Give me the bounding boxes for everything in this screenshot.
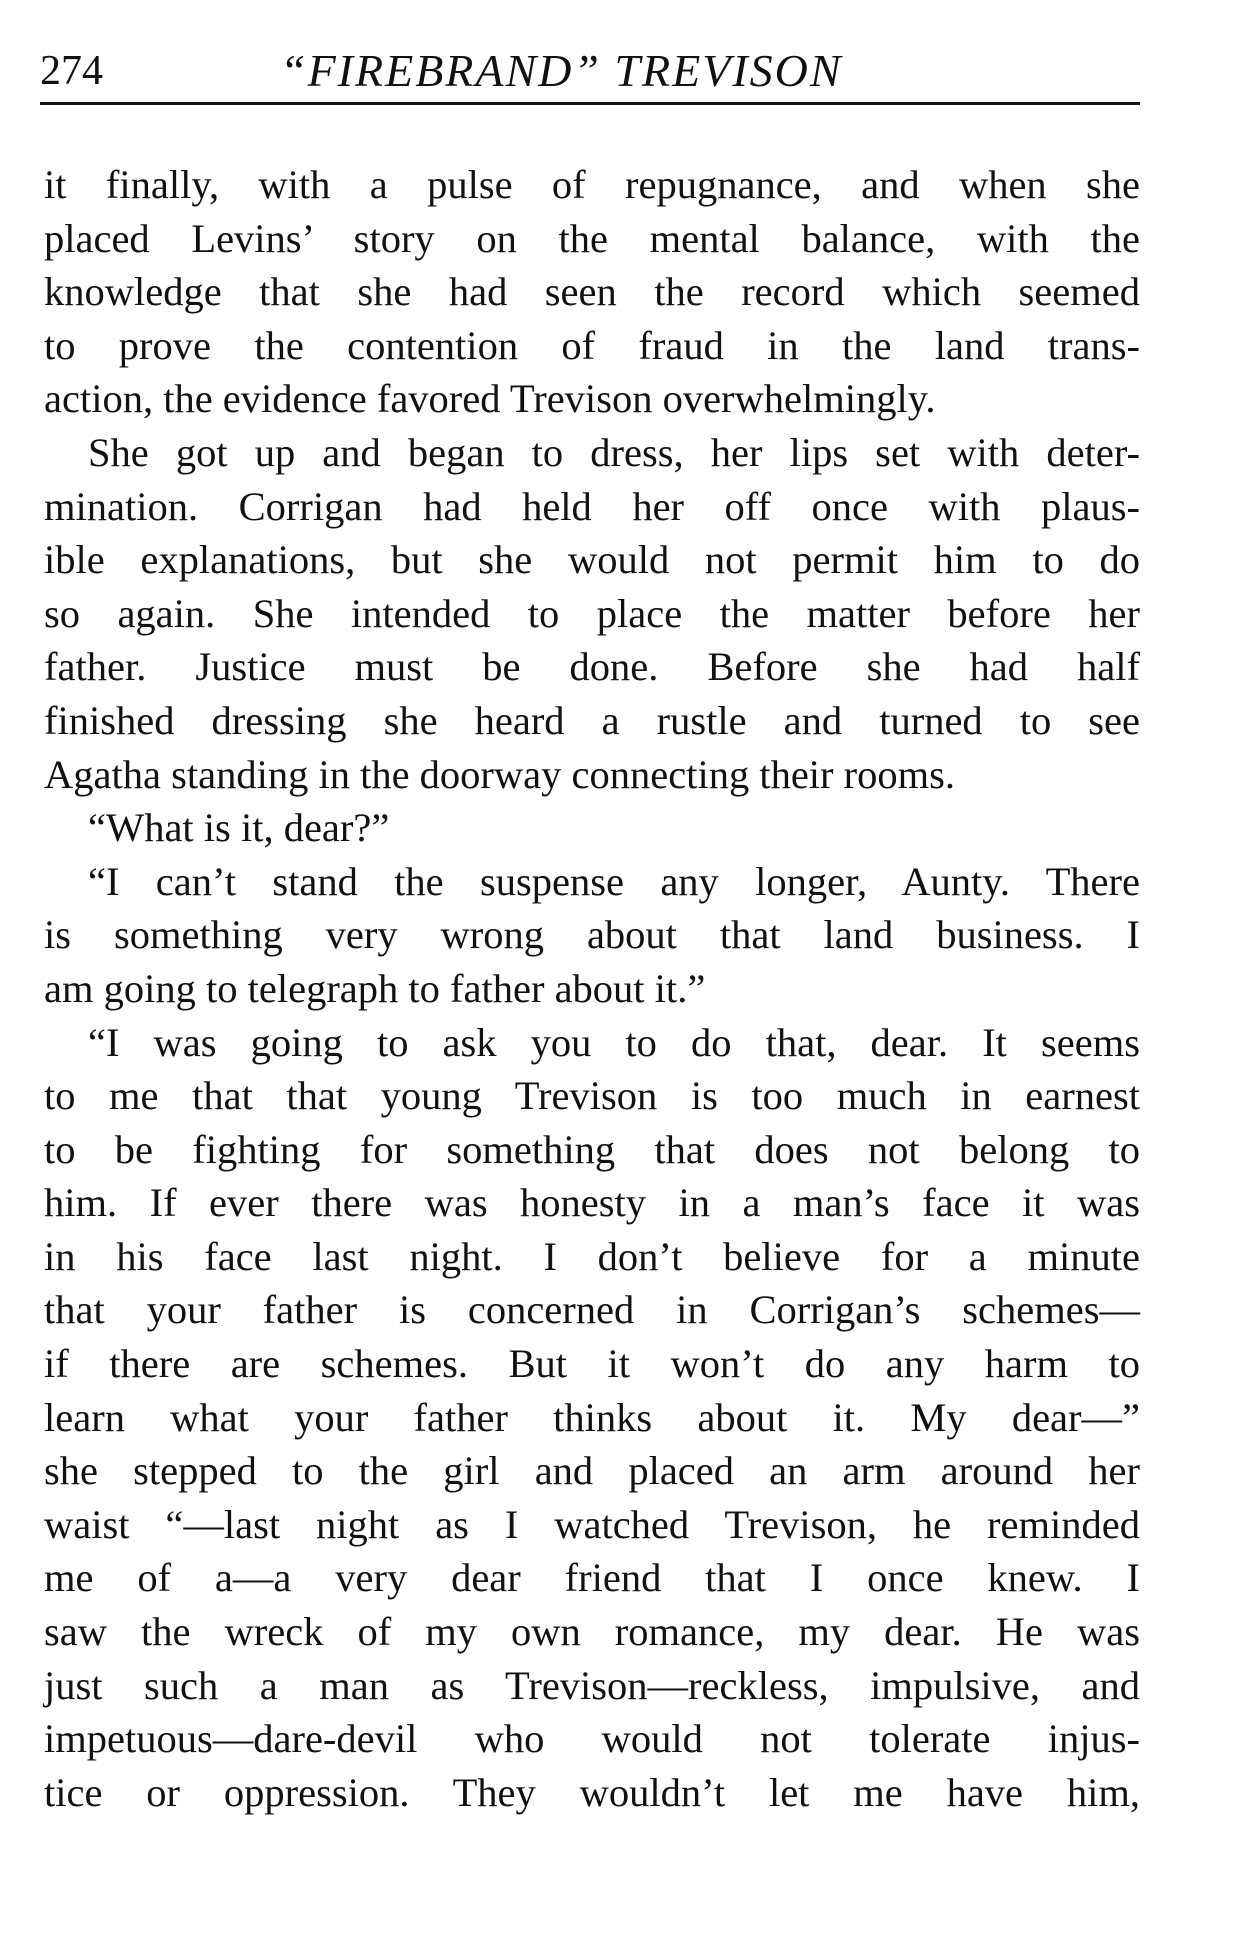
text-line: it finally, with a pulse of repugnance, and when she xyxy=(44,162,1140,207)
text-line: is something very wrong about that land business. I xyxy=(44,912,1140,958)
text-line: to me that that young Trevison is too much in earnest xyxy=(44,1073,1140,1119)
text-line: knowledge that she had seen the record which seemed xyxy=(44,269,1140,315)
text-line: if there are schemes. But it won’t do any harm to xyxy=(44,1341,1140,1387)
body-text xyxy=(44,158,1140,1819)
text-line: just such a man as Trevison—reckless, impulsive, and xyxy=(44,1662,1140,1708)
text-line: placed Levins’ story on the mental balance, with the xyxy=(44,215,1140,261)
text-line: that your father is concerned in Corrigan’s schemes— xyxy=(44,1287,1140,1333)
text-line: to prove the contention of fraud in the land trans- xyxy=(44,322,1140,368)
text-line: waist “—last night as I watched Trevison, he reminded xyxy=(44,1501,1140,1547)
text-line: mination. Corrigan had held her off once with plaus- xyxy=(44,483,1140,529)
text-line: She got up and began to dress, her lips set with deter- xyxy=(88,429,1140,475)
text-line: so again. She intended to place the matter before her xyxy=(44,590,1140,636)
header-rule xyxy=(40,102,1140,105)
text-line: “I was going to ask you to do that, dear. It seems xyxy=(88,1019,1140,1065)
text-line: “I can’t stand the suspense any longer, Aunty. There xyxy=(88,858,1140,904)
text-line: “What is it, dear?” xyxy=(88,805,390,851)
running-title: “FIREBRAND” TREVISON xyxy=(280,45,843,96)
text-line: him. If ever there was honesty in a man’s face it was xyxy=(44,1180,1140,1226)
text-line: tice or oppression. They wouldn’t let me have him, xyxy=(44,1769,1140,1815)
text-line: father. Justice must be done. Before she had half xyxy=(44,644,1140,690)
text-line: saw the wreck of my own romance, my dear. He was xyxy=(44,1609,1140,1655)
text-line: she stepped to the girl and placed an arm around her xyxy=(44,1448,1140,1494)
text-line: ible explanations, but she would not permit him to do xyxy=(44,537,1140,583)
text-line: me of a—a very dear friend that I once knew. I xyxy=(44,1555,1140,1601)
text-line: to be fighting for something that does not belong to xyxy=(44,1126,1140,1172)
text-line: impetuous—dare-devil who would not tolerate injus- xyxy=(44,1716,1140,1762)
text-line: in his face last night. I don’t believe for a minute xyxy=(44,1233,1140,1279)
page-number: 274 xyxy=(40,48,103,94)
text-line: am going to telegraph to father about it.” xyxy=(44,965,706,1011)
text-line: action, the evidence favored Trevison overwhelmingly. xyxy=(44,376,936,422)
running-head xyxy=(40,36,1140,106)
text-line: finished dressing she heard a rustle and turned to see xyxy=(44,697,1140,743)
text-line: learn what your father thinks about it. My dear—” xyxy=(44,1394,1140,1440)
text-line: Agatha standing in the doorway connecting their rooms. xyxy=(44,751,956,797)
